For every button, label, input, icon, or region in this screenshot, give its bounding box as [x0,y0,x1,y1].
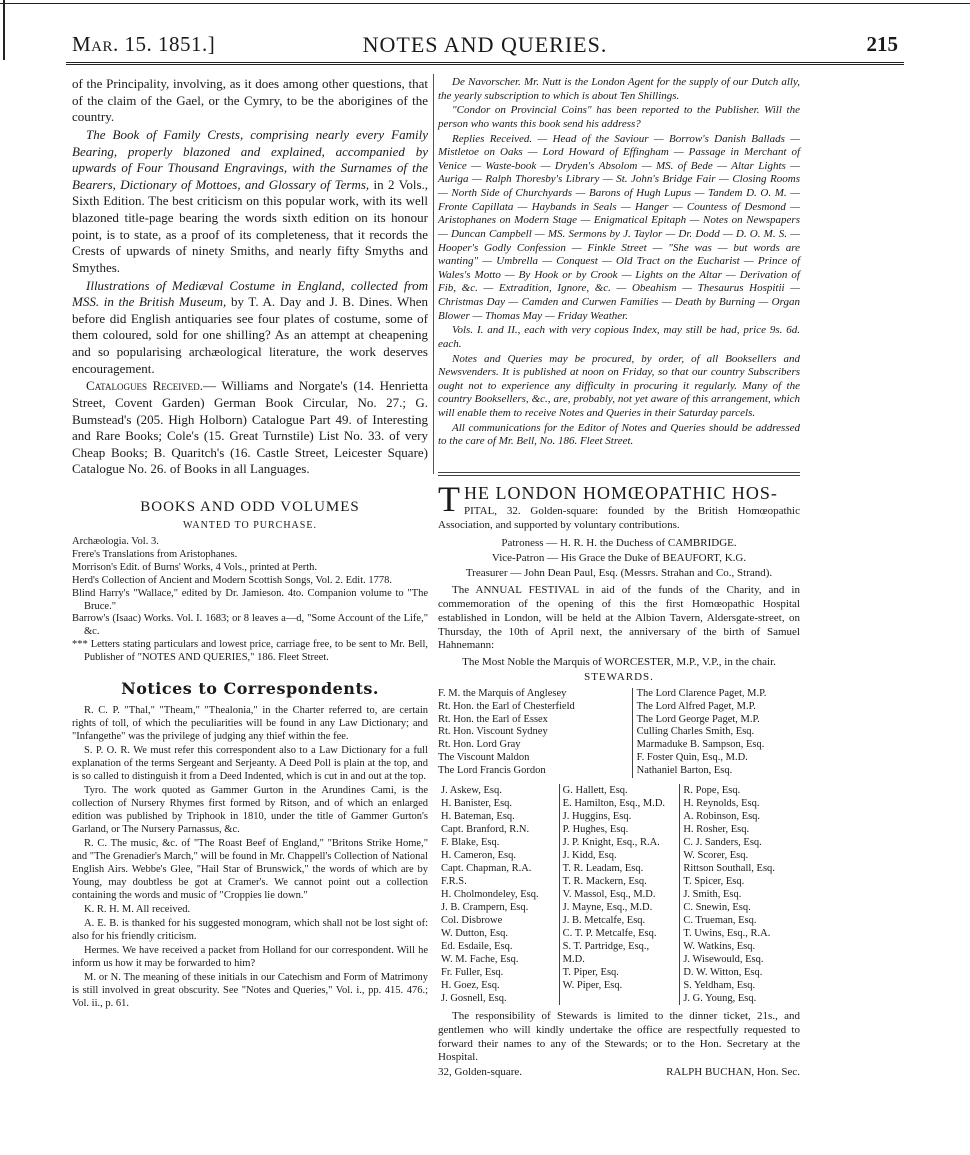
notice-item: R. C. The music, &c. of "The Roast Beef of England," "Britons Strike Home," and "The Grenadier's March," will be found in Mr. Chappell's Collection of National English Airs. Webbe's Glee, "Hail Star of Brunswick," the words of which are by Young, may doubtless be got at Cramer's. We cannot point out a collection containing the words and music of "Croppies lie down." [72,837,428,901]
steward: Rt. Hon. Viscount Sydney [438,726,548,738]
notice-item: Notes and Queries may be procured, by order, of all Booksellers and Newsvenders. It is published at noon on Friday, so that our country Subscribers ought not to experience any difficulty in procuring it regularly. Many of the country Booksellers, &c., are, probably, not yet aware of this arrangement, which will enable them to receive Notes and Queries in their Saturday parcels. [438,352,800,419]
steward: T. R. Leadam, Esq. [562,862,644,874]
steward: H. Rosher, Esq. [683,823,750,835]
steward: Rt. Hon. the Earl of Chesterfield [438,700,575,712]
steward: S. T. Partridge, Esq., [562,940,650,952]
book-title-crests: The Book of Family Crests, comprising nearly every Family Bearing, properly blazoned and explained, accompanied by upwards of Four Thousand Engravings, with the Surnames of the Bearers, Dictionary of Mottoes, and Glossary of Terms, [72,126,428,192]
paragraph-catalogues [72,378,428,478]
notice-item: De Navorscher. Mr. Nutt is the London Agent for the supply of our Dutch ally, the yearly subscription to which is about Ten Shillings. [438,76,800,102]
drop-cap: T [438,479,460,519]
right-column-notices [438,76,800,450]
stewards-col-b [632,688,800,778]
stewards-nobility [438,688,800,778]
notices-left [72,704,428,1010]
top-border [0,3,970,4]
steward: P. Hughes, Esq. [562,823,629,835]
notice-item: All communications for the Editor of Notes and Queries should be addressed to the care of Mr. Bell, No. 186. Fleet Street. [438,421,800,448]
steward: J. B. Crampern, Esq. [441,901,529,913]
notice-item: A. E. B. is thanked for his suggested monogram, which shall not be lost sight of: also for his friendly criticism. [72,917,428,942]
steward: Col. Disbrowe [441,914,503,926]
steward: The Lord Clarence Paget, M.P. [636,687,767,699]
steward: T. Spicer, Esq. [683,875,745,887]
steward: M.D. [562,953,585,965]
stewards-col-a [438,688,632,778]
books-note: *** Letters stating particulars and lowest price, carriage free, to be sent to Mr. Bell, Publisher of "NOTES AND QUERIES," 186. Fleet Street. [72,639,428,664]
steward: H. Goez, Esq. [441,979,500,991]
steward: The Lord Alfred Paget, M.P. [636,700,756,712]
steward: G. Hallett, Esq. [562,784,628,796]
paragraph-principality: of the Principality, involving, as it does among other questions, that of the claim of the Gael, or the Cymry, to be the aborigines of the country. [72,76,428,125]
steward: H. Cholmondeley, Esq. [441,888,539,900]
paragraph-costume [72,278,428,378]
steward: The Lord Francis Gordon [438,764,546,776]
stewards-responsibility: The responsibility of Stewards is limited to the dinner ticket, 21s., and gentlemen who will kindly undertake the office are respectfully requested to forward their names to any of the Stewards; or to the Hon. Secretary at the Hospital. [438,1009,800,1064]
list-item: Frere's Translations from Aristophanes. [72,548,238,560]
steward: J. Wisewould, Esq. [683,953,764,965]
header-rule [66,62,904,67]
paragraph-family-crests [72,127,428,277]
steward: W. Dutton, Esq. [441,927,508,939]
books-wanted-list [72,536,428,665]
steward: W. M. Fache, Esq. [441,953,519,965]
steward: F. Blake, Esq. [441,836,500,848]
steward: Marmaduke B. Sampson, Esq. [636,739,765,751]
hospital-title: HE LONDON HOMŒOPATHIC HOS- [464,483,778,503]
notices-title: Notices to Correspondents. [121,679,379,699]
stewards-gentlemen [438,784,800,1005]
steward: Capt. Branford, R.N. [441,823,530,835]
books-wanted-subtitle: WANTED TO PURCHASE. [183,520,317,532]
steward: Rt. Hon. Lord Gray [438,739,521,751]
steward: Nathaniel Barton, Esq. [636,764,733,776]
steward: C. J. Sanders, Esq. [683,836,762,848]
stewards-col-3 [679,784,800,1005]
list-item: Barrow's (Isaac) Works. Vol. I. 1683; or 8 leaves a—d, "Some Account of the Life," &c. [72,613,428,638]
left-margin-mark [3,0,5,60]
vice-patron: Vice-Patron — His Grace the Duke of BEAUFORT, K.G. [491,552,747,565]
steward: R. Pope, Esq. [683,784,741,796]
steward: H. Banister, Esq. [441,797,513,809]
steward: W. Watkins, Esq. [683,940,756,952]
steward: F. Foster Quin, Esq., M.D. [636,751,748,763]
notice-item: M. or N. The meaning of these initials in our Catechism and Form of Matrimony is still involved in great obscurity. See "Notes and Queries," Vol. i., pp. 415. 476.; Vol. ii., p. 61. [72,971,428,1009]
steward: J. Smith, Esq. [683,888,742,900]
festival-notice: The ANNUAL FESTIVAL in aid of the funds of the Charity, and in commemoration of the opening of this the first Homœopathic Hospital established in London, will be held at the Albion Tavern, Aldersgate-street, on Thursday, the 10th of April next, the anniversary of the birth of Samuel Hahnemann: [438,583,800,652]
steward: J. Mayne, Esq., M.D. [562,901,653,913]
steward: W. Scorer, Esq. [683,849,749,861]
stewards-col-1 [438,784,559,1005]
steward: C. Trueman, Esq. [683,914,757,926]
steward: T. R. Mackern, Esq. [562,875,647,887]
steward: C. T. P. Metcalfe, Esq. [562,927,657,939]
steward: J. B. Metcalfe, Esq. [562,914,646,926]
hospital-advertisement [438,479,800,1080]
column-divider [433,74,434,474]
steward: The Lord George Paget, M.P. [636,713,760,725]
crests-review: in 2 Vols., Sixth Edition. The best criticism on this popular work, with its well blazoned title-page bearing the words sixth edition on its honour point, is to state, as a proof of its completeness, that it records the Crests of upwards of ninety Smiths, and nearly fifty Smyths and Smythes. [72,176,429,275]
steward: J. Gosnell, Esq. [441,992,507,1004]
steward: Culling Charles Smith, Esq. [636,726,755,738]
signature-line [438,1066,800,1080]
steward: A. Robinson, Esq. [683,810,761,822]
notice-item: Vols. I. and II., each with very copious Index, may still be had, price 9s. 6d. each. [438,324,800,350]
steward: S. Yeldham, Esq. [683,979,756,991]
steward: J. G. Young, Esq. [683,992,757,1004]
steward: Rittson Southall, Esq. [683,862,775,874]
steward: Capt. Chapman, R.A. F.R.S. [441,862,532,887]
notice-item: K. R. H. M. All received. [84,903,191,915]
book-title-costume: Illustrations of Mediæval Costume in England, collected from MSS. in the British Museum, [72,277,428,310]
notice-item: Replies Received. — Head of the Saviour — Borrow's Danish Ballads — Mistletoe on Oaks — Lord Howard of Effingham — Passage in Merchant of Venice — Waste-book — Dryden's Absolom — MS. of Bede — Altar Lights — Auriga — Ralph Thoresby's Library — St. John's Bridge Fair — Closing Rooms — North Side of Churchyards — Barons of Hugh Lupus — Tandem D. O. M. — Fronte Capillata — Haybands in Seals — Hanger — Countess of Desmond — Aristophanes on Modern Stage — Enigmatical Epitaph — Notes on Newspapers — Duncan Campbell — MS. Sermons by J. Taylor — Dr. Dodd — D. O. M. S. — Hooper's Godly Confession — Finkle Street — "She was — but words are wanting" — Umbrella — Conquest — Old Tract on the Eucharist — Prince of Wales's Motto — By Hook or by Crook — Lights on the Altar — Derivation of Fib, &c. — Extradition, Ignore, &c. — Obeahism — Thesaurus Hospitii — Christmas Day — Camden and Curwen Families — Death by Burning — Organ Blower — Thomas May — Friday Weather. [438,132,800,322]
section-rule [438,472,800,473]
steward: V. Massol, Esq., M.D. [562,888,656,900]
hospital-intro: PITAL, 32. Golden-square: founded by the British Homœopathic Association, and supported by voluntary contributions. [438,504,800,531]
stewards-col-2 [559,784,680,1005]
steward: F. M. the Marquis of Anglesey [438,687,567,699]
steward: D. W. Witton, Esq. [683,966,763,978]
notice-item: Tyro. The work quoted as Gammer Gurton in the Arundines Cami, is the collection of Nursery Rhymes first formed by Ritson, and of which an enlarged edition was published by Triphook in 1810, under the title of Gammer Gurton's Garland, or The Nursery Parnassus, &c. [72,784,428,835]
chair-notice: The Most Noble the Marquis of WORCESTER, M.P., V.P., in the chair. [462,656,776,669]
steward: J. Huggins, Esq. [562,810,632,822]
steward: J. P. Knight, Esq., R.A. [562,836,660,848]
steward: T. Uwins, Esq., R.A. [683,927,771,939]
treasurer: Treasurer — John Dean Paul, Esq. (Messrs. Strahan and Co., Strand). [465,567,773,580]
hon-secretary: RALPH BUCHAN, Hon. Sec. [666,1066,800,1079]
left-column [72,76,428,1011]
steward: Ed. Esdaile, Esq. [441,940,513,952]
catalogues-list: — Williams and Norgate's (14. Henrietta Street, Covent Garden) German Book Circular, No. 27.; G. Bumstead's (205. High Holborn) Catalogue Part 49. of Interesting and Rare Books; Cole's (15. Great Turnstile) List No. 33. of very Cheap Books; B. Quaritch's (16. Castle Street, Leicester Square) Catalogue No. 26. of Books in all Languages. [72,378,428,477]
steward: H. Cameron, Esq. [441,849,516,861]
costume-review: by T. A. Day and J. B. Dines. When before did English antiquaries see four plates of costume, some of them coloured, sold for one shilling? As an attempt at cheapening and so popularising archæological literature, the work deserves encouragement. [72,294,428,376]
steward: J. Kidd, Esq. [562,849,617,861]
books-wanted-title: BOOKS AND ODD VOLUMES [140,499,360,515]
steward: E. Hamilton, Esq., M.D. [562,797,666,809]
steward: Fr. Fuller, Esq. [441,966,504,978]
section-rule [438,475,800,476]
notice-item: S. P. O. R. We must refer this correspondent also to a Law Dictionary for a full explanation of the terms Sergeant and Serjeanty. A Deed Poll is plain at the top, and is so called to distinguish it from a Deed Indented, which is cut in and out at the top. [72,744,428,782]
stewards-title: STEWARDS. [584,671,654,684]
header-page-number: 215 [866,32,898,56]
steward: H. Bateman, Esq. [441,810,515,822]
hospital-address: 32, Golden-square. [438,1066,523,1079]
steward: W. Piper, Esq. [562,979,623,991]
hospital-heading [438,479,800,532]
list-item: Blind Harry's "Wallace," edited by Dr. Jamieson. 4to. Companion volume to "The Bruce." [72,587,428,612]
notice-item: Hermes. We have received a packet from Holland for our correspondent. Will he inform us how it may be forwarded to him? [72,944,428,969]
steward: C. Snewin, Esq. [683,901,751,913]
running-header [72,28,898,62]
list-item: Herd's Collection of Ancient and Modern Scottish Songs, Vol. 2. Edit. 1778. [72,574,392,586]
steward: H. Reynolds, Esq. [683,797,760,809]
steward: Rt. Hon. the Earl of Essex [438,713,548,725]
notice-item: "Condor on Provincial Coins" has been reported to the Publisher. Will the person who wants this book send his address? [438,104,800,130]
header-title: NOTES AND QUERIES. [362,32,608,57]
steward: The Viscount Maldon [438,751,530,763]
patroness: Patroness — H. R. H. the Duchess of CAMBRIDGE. [501,537,737,550]
notice-item: R. C. P. "Thal," "Theam," "Thealonia," in the Charter referred to, are certain rights of toll, of which the peculiarities will be found in any Law Dictionary; and "Infangethe" was the privilege of judging any thief within the fee. [72,704,428,742]
header-date: Mar. 15. 1851.] [72,32,216,56]
list-item: Morrison's Edit. of Burns' Works, 4 Vols., printed at Perth. [72,561,318,573]
steward: J. Askew, Esq. [441,784,502,796]
steward: T. Piper, Esq. [562,966,619,978]
catalogues-heading: Catalogues Received. [86,378,204,394]
list-item: Archæologia. Vol. 3. [72,535,159,547]
